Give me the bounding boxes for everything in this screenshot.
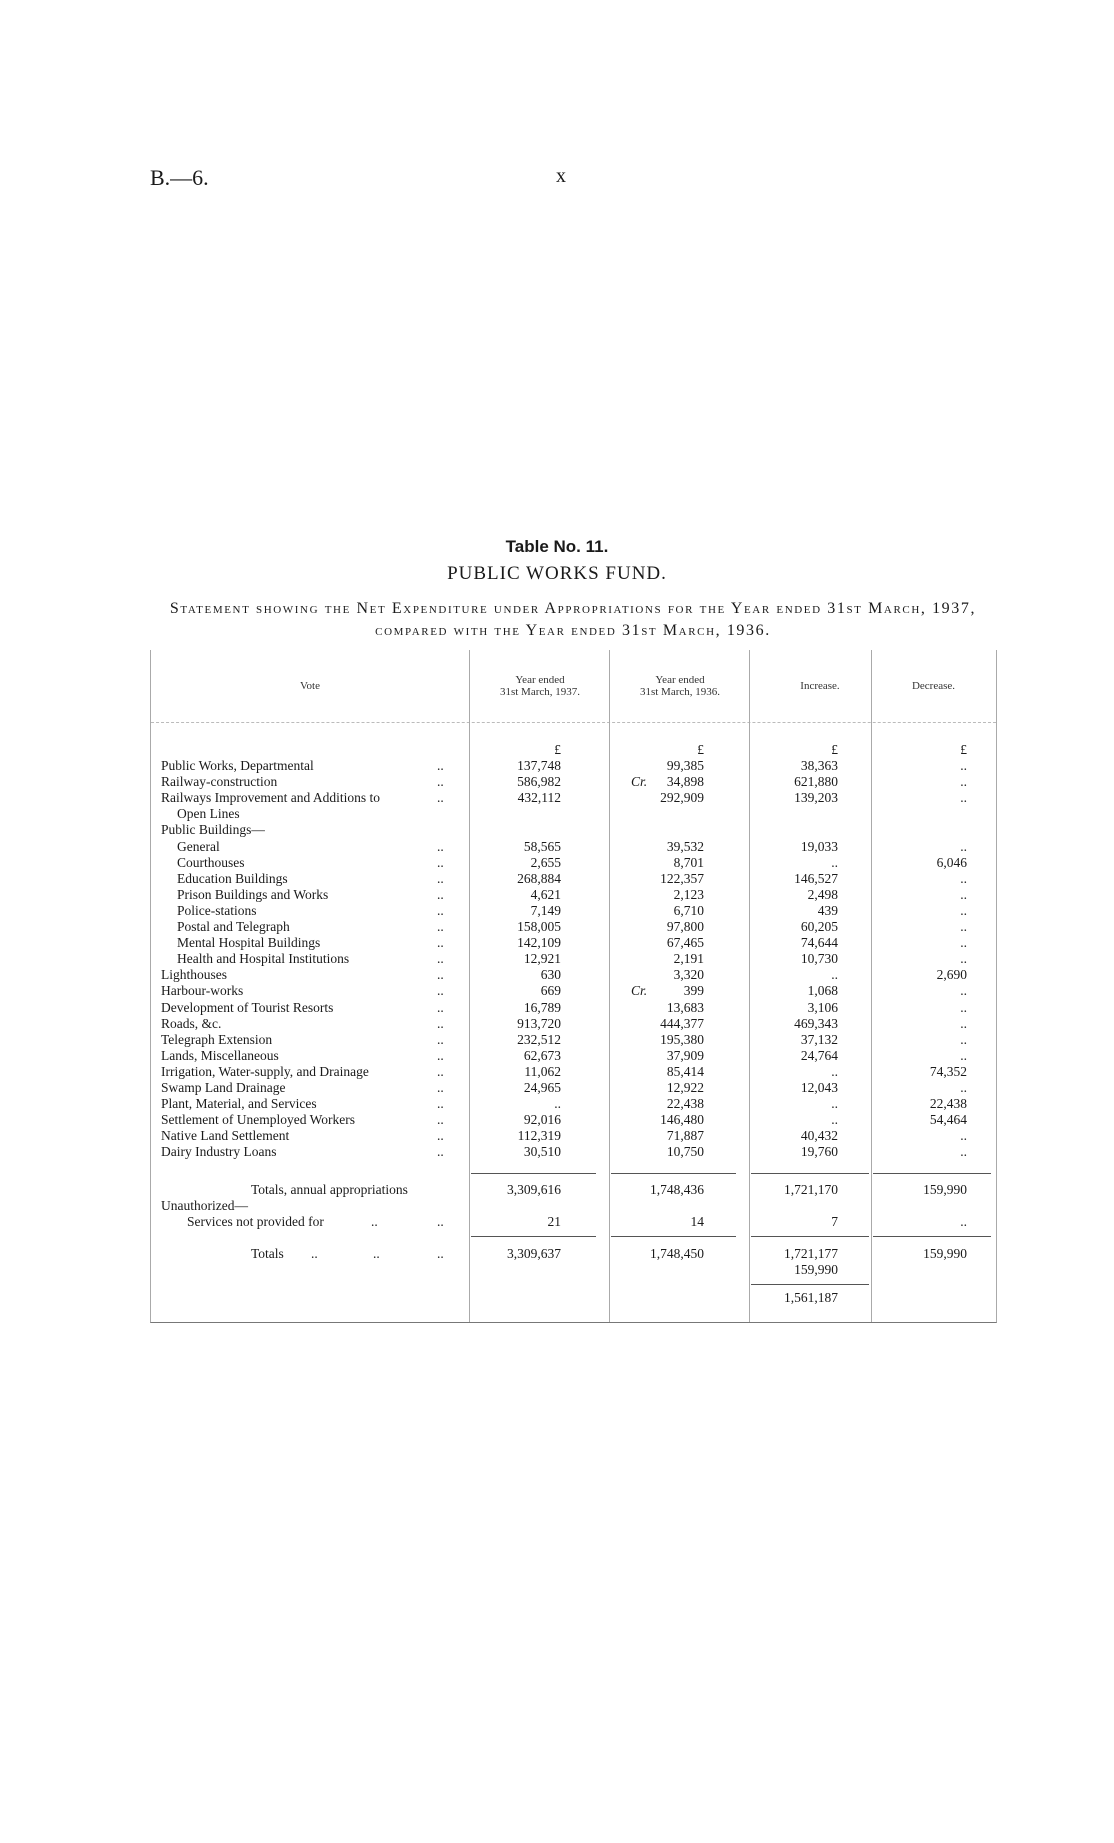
leader-dots: .. <box>437 1016 444 1031</box>
totals-label: Totals <box>251 1246 284 1261</box>
value-decrease: .. <box>960 983 967 998</box>
unauthorized-1936: 14 <box>690 1214 704 1229</box>
value-decrease: .. <box>960 1080 967 1095</box>
value-1937: 7,149 <box>530 903 561 918</box>
totals-1936: 1,748,450 <box>650 1246 704 1261</box>
leader-dots: .. <box>437 919 444 934</box>
totals-annual-increase: 1,721,170 <box>784 1182 838 1197</box>
value-1936: 146,480 <box>660 1112 704 1127</box>
value-increase: 1,068 <box>807 983 838 998</box>
page-number: x <box>556 165 566 187</box>
leader-dots: .. <box>437 774 444 789</box>
value-1936: 6,710 <box>673 903 704 918</box>
row-label: Courthouses <box>177 855 245 870</box>
value-decrease: .. <box>960 1128 967 1143</box>
value-increase: 3,106 <box>807 1000 838 1015</box>
currency-symbol: £ <box>960 742 967 757</box>
leader-dots: .. <box>437 790 444 805</box>
row-label: Postal and Telegraph <box>177 919 290 934</box>
value-decrease: .. <box>960 887 967 902</box>
unauthorized-decrease: .. <box>960 1214 967 1229</box>
value-1936: 122,357 <box>660 871 704 886</box>
table-number: Table No. 11. <box>505 537 609 556</box>
totals-1937: 3,309,637 <box>507 1246 561 1261</box>
statement-heading: Statement showing the Net Expenditure under Appropriations for the Year ended 31st March, 1937, compared with the Year ended 31st March, 1936. <box>169 600 977 639</box>
leader-dots: .. <box>437 1144 444 1159</box>
leader-dots: .. <box>437 1032 444 1047</box>
leader-dots: .. <box>311 1246 318 1261</box>
credit-marker: Cr. <box>631 983 648 998</box>
row-label: Police-stations <box>177 903 257 918</box>
row-label: Mental Hospital Buildings <box>177 935 321 950</box>
currency-symbol: £ <box>554 742 561 757</box>
value-1936: 67,465 <box>666 935 704 950</box>
value-1936: 37,909 <box>666 1048 704 1063</box>
sum-rule <box>873 1236 991 1237</box>
value-1936: 8,701 <box>673 855 704 870</box>
value-decrease: .. <box>960 774 967 789</box>
leader-dots: .. <box>437 1214 444 1229</box>
currency-symbol: £ <box>831 742 838 757</box>
value-1937: 30,510 <box>523 1144 561 1159</box>
value-1937: 232,512 <box>517 1032 561 1047</box>
row-label: Open Lines <box>177 806 240 821</box>
value-increase: 469,343 <box>794 1016 838 1031</box>
value-1937: 62,673 <box>523 1048 561 1063</box>
unauthorized-increase: 7 <box>831 1214 838 1229</box>
row-label: Railways Improvement and Additions to <box>161 790 380 805</box>
value-decrease: .. <box>960 1016 967 1031</box>
sum-rule <box>751 1173 869 1174</box>
row-label: Harbour-works <box>161 983 244 998</box>
sum-rule <box>611 1173 736 1174</box>
leader-dots: .. <box>437 935 444 950</box>
value-1936: 71,887 <box>666 1128 704 1143</box>
leader-dots: .. <box>437 1064 444 1079</box>
value-1937: 268,884 <box>517 871 561 886</box>
leader-dots: .. <box>437 1128 444 1143</box>
value-1937: 630 <box>540 967 561 982</box>
value-increase: 19,760 <box>800 1144 838 1159</box>
credit-marker: Cr. <box>631 774 648 789</box>
row-label: Telegraph Extension <box>161 1032 273 1047</box>
totals-increase: 1,721,177 <box>784 1246 838 1261</box>
value-1937: 12,921 <box>523 951 561 966</box>
row-label: Roads, &c. <box>161 1016 222 1031</box>
value-decrease: 22,438 <box>929 1096 967 1111</box>
header-decrease: Decrease. <box>911 680 956 692</box>
leader-dots: .. <box>437 951 444 966</box>
value-decrease: .. <box>960 1000 967 1015</box>
services-label: Services not provided for <box>187 1214 324 1229</box>
value-increase: 24,764 <box>800 1048 838 1063</box>
value-1937: 4,621 <box>530 887 561 902</box>
unauthorized-label: Unauthorized— <box>161 1198 248 1213</box>
value-1936: 2,123 <box>673 887 704 902</box>
row-label: Irrigation, Water-supply, and Drainage <box>161 1064 369 1079</box>
net-increase: 1,561,187 <box>784 1290 838 1305</box>
leader-dots: .. <box>373 1246 380 1261</box>
row-label: General <box>177 839 220 854</box>
value-decrease: 54,464 <box>929 1112 967 1127</box>
totals-annual-1936: 1,748,436 <box>650 1182 704 1197</box>
value-increase: 60,205 <box>800 919 838 934</box>
value-1936: 97,800 <box>666 919 704 934</box>
value-increase: 38,363 <box>800 758 838 773</box>
row-label: Development of Tourist Resorts <box>161 1000 334 1015</box>
value-decrease: .. <box>960 790 967 805</box>
header-vote: Vote <box>300 680 320 692</box>
value-1936: 12,922 <box>666 1080 704 1095</box>
row-label: Health and Hospital Institutions <box>177 951 350 966</box>
value-decrease: .. <box>960 871 967 886</box>
value-1937: 913,720 <box>517 1016 561 1031</box>
value-1936: 13,683 <box>666 1000 704 1015</box>
leader-dots: .. <box>437 839 444 854</box>
value-increase: 2,498 <box>807 887 838 902</box>
value-1936: 99,385 <box>666 758 704 773</box>
value-decrease: 6,046 <box>936 855 967 870</box>
leader-dots: .. <box>437 887 444 902</box>
value-1936: 22,438 <box>666 1096 704 1111</box>
value-decrease: .. <box>960 1144 967 1159</box>
value-increase: 37,132 <box>800 1032 838 1047</box>
value-increase: 146,527 <box>794 871 838 886</box>
leader-dots: .. <box>437 1096 444 1111</box>
value-decrease: .. <box>960 935 967 950</box>
leader-dots: .. <box>437 1048 444 1063</box>
value-increase: .. <box>831 1112 838 1127</box>
fund-title: PUBLIC WORKS FUND. <box>447 563 667 584</box>
value-1936: 444,377 <box>660 1016 704 1031</box>
value-increase: 12,043 <box>800 1080 838 1095</box>
value-decrease: 74,352 <box>929 1064 967 1079</box>
sum-rule <box>471 1236 596 1237</box>
value-decrease: .. <box>960 1032 967 1047</box>
value-1936: 34,898 <box>666 774 704 789</box>
row-label: Swamp Land Drainage <box>161 1080 286 1095</box>
value-decrease: 2,690 <box>936 967 967 982</box>
value-increase: 10,730 <box>800 951 838 966</box>
value-increase: 74,644 <box>800 935 838 950</box>
leader-dots: .. <box>437 1000 444 1015</box>
sum-rule <box>751 1236 869 1237</box>
row-label: Lands, Miscellaneous <box>161 1048 279 1063</box>
value-1936: 292,909 <box>660 790 704 805</box>
row-label: Public Works, Departmental <box>161 758 314 773</box>
totals-annual-decrease: 159,990 <box>923 1182 967 1197</box>
leader-dots: .. <box>437 967 444 982</box>
leader-dots: .. <box>437 855 444 870</box>
header-year-1937: Year ended 31st March, 1937. <box>499 674 581 698</box>
value-decrease: .. <box>960 839 967 854</box>
leader-dots: .. <box>437 1246 444 1261</box>
value-1937: 158,005 <box>517 919 561 934</box>
value-1937: 137,748 <box>517 758 561 773</box>
value-increase: .. <box>831 1064 838 1079</box>
value-1937: 432,112 <box>517 790 561 805</box>
value-1936: 2,191 <box>673 951 704 966</box>
value-1937: 2,655 <box>530 855 561 870</box>
row-label: Native Land Settlement <box>161 1128 290 1143</box>
row-label: Plant, Material, and Services <box>161 1096 317 1111</box>
value-decrease: .. <box>960 951 967 966</box>
column-divider <box>871 650 872 1322</box>
sum-rule <box>471 1173 596 1174</box>
leader-dots: .. <box>437 1112 444 1127</box>
currency-symbol: £ <box>697 742 704 757</box>
leader-dots: .. <box>437 983 444 998</box>
value-increase: 439 <box>817 903 838 918</box>
value-1937: 669 <box>540 983 561 998</box>
value-1936: 3,320 <box>673 967 704 982</box>
value-increase: .. <box>831 1096 838 1111</box>
totals-annual-1937: 3,309,616 <box>507 1182 561 1197</box>
value-1937: 11,062 <box>524 1064 561 1079</box>
value-1937: .. <box>554 1096 561 1111</box>
leader-dots: .. <box>437 903 444 918</box>
value-1936: 195,380 <box>660 1032 704 1047</box>
value-1937: 142,109 <box>517 935 561 950</box>
value-increase: 40,432 <box>800 1128 838 1143</box>
value-decrease: .. <box>960 1048 967 1063</box>
header-increase: Increase. <box>800 680 840 692</box>
value-decrease: .. <box>960 919 967 934</box>
row-label: Public Buildings— <box>161 822 265 837</box>
value-1937: 92,016 <box>523 1112 561 1127</box>
value-1936: 85,414 <box>666 1064 704 1079</box>
sum-rule <box>873 1173 991 1174</box>
value-increase: 621,880 <box>794 774 838 789</box>
value-decrease: .. <box>960 903 967 918</box>
header-divider <box>151 722 996 723</box>
value-increase: 139,203 <box>794 790 838 805</box>
value-increase: .. <box>831 855 838 870</box>
value-decrease: .. <box>960 758 967 773</box>
header-year-1936: Year ended 31st March, 1936. <box>639 674 721 698</box>
net-rule <box>751 1284 869 1285</box>
value-1936: 39,532 <box>666 839 704 854</box>
totals-decrease-offset: 159,990 <box>794 1262 838 1277</box>
row-label: Railway-construction <box>161 774 278 789</box>
unauthorized-1937: 21 <box>547 1214 561 1229</box>
value-increase: 19,033 <box>800 839 838 854</box>
sum-rule <box>611 1236 736 1237</box>
value-increase: .. <box>831 967 838 982</box>
value-1937: 112,319 <box>517 1128 561 1143</box>
row-label: Settlement of Unemployed Workers <box>161 1112 355 1127</box>
value-1937: 16,789 <box>523 1000 561 1015</box>
leader-dots: .. <box>437 871 444 886</box>
value-1937: 24,965 <box>523 1080 561 1095</box>
value-1937: 586,982 <box>517 774 561 789</box>
totals-annual-label: Totals, annual appropriations <box>251 1182 408 1197</box>
totals-decrease: 159,990 <box>923 1246 967 1261</box>
row-label: Education Buildings <box>177 871 288 886</box>
leader-dots: .. <box>437 758 444 773</box>
leader-dots: .. <box>437 1080 444 1095</box>
row-label: Prison Buildings and Works <box>177 887 329 902</box>
value-1936: 10,750 <box>666 1144 704 1159</box>
page-reference: B.—6. <box>150 165 209 190</box>
leader-dots: .. <box>371 1214 378 1229</box>
row-label: Lighthouses <box>161 967 227 982</box>
value-1936: 399 <box>683 983 704 998</box>
expenditure-table <box>150 650 997 1323</box>
value-1937: 58,565 <box>523 839 561 854</box>
row-label: Dairy Industry Loans <box>161 1144 277 1159</box>
